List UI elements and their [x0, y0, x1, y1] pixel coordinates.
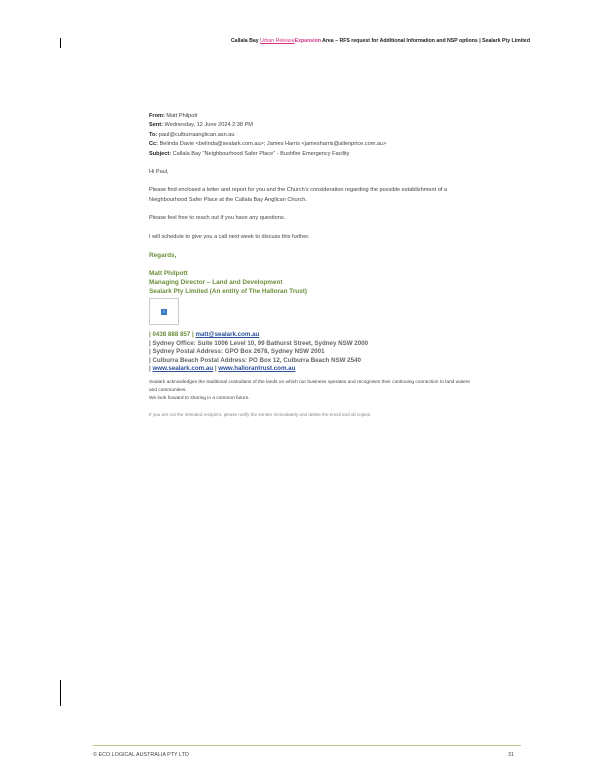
signature-title: Managing Director – Land and Development — [149, 279, 283, 287]
footer-company: © ECO LOGICAL AUSTRALIA PTY LTD — [93, 752, 189, 758]
postal-address: | Sydney Postal Address: GPO Box 2678, Sydney NSW 2001 — [149, 348, 325, 356]
halloran-link[interactable]: www.hallorantrust.com.au — [218, 365, 296, 373]
broken-image-icon: ? — [149, 298, 179, 325]
header-text: Callala Bay — [230, 38, 261, 44]
sent-line: Sent: Wednesday, 12 June 2024 2:38 PM — [149, 122, 253, 129]
from-line: From: Matt Philpott — [149, 113, 198, 119]
body-paragraph: I will schedule to give you a call next week to discuss this further. — [149, 233, 310, 240]
change-bar — [60, 680, 61, 706]
signature-company: Sealark Pty Limited (An entity of The Halloran Trust) — [149, 288, 308, 296]
contact-block: | 0438 888 857 | matt@sealark.com.au | Sydney Office: Suite 1006 Level 10, 99 Bathurst Street, Sydney NSW 2000 | Sydney Postal Address: GPO Box 2678, Sydney NSW 2001 | Culburra Beach Postal Address: PO Box 12, Culburra Beach NSW 2540 | www.sealark.com.au | www.hallorantrust.com.au — [149, 331, 479, 374]
header-inserted-text: Expansion — [294, 38, 321, 44]
footer-rule — [93, 745, 521, 746]
to-line: To: paul@culburraanglican.asn.au — [149, 131, 235, 138]
email-body — [149, 112, 479, 419]
email-link[interactable]: matt@sealark.com.au — [195, 331, 260, 339]
header-deleted-text: Urban Release — [260, 38, 295, 44]
sealark-link[interactable]: www.sealark.com.au — [152, 365, 214, 373]
greeting: Hi Paul, — [149, 169, 169, 176]
cc-line: Cc: Belinda Davie <belinda@sealark.com.au>; James Harris <jamesharris@allenprice.com.au> — [149, 141, 387, 148]
header-suffix: Area – RFS request for Additional Information and NSP options | Sealark Pty Limited — [320, 38, 530, 44]
culburra-address: | Culburra Beach Postal Address: PO Box 12, Culburra Beach NSW 2540 — [149, 356, 361, 364]
signature-name: Matt Philpott — [149, 270, 188, 278]
page-number: 31 — [508, 752, 514, 758]
regards: Regards, — [149, 252, 177, 260]
disclaimer: If you are not the intended recipient, please notify the sender immediately and delete the email and all copies. — [149, 412, 372, 418]
acknowledgement: Sealark acknowledges the traditional custodians of the lands on which our business operates and recognises their continuing connection to land waters and communities. We look forward to sharing in a common future. — [149, 380, 470, 402]
phone: | 0438 888 857 | — [149, 331, 196, 339]
body-paragraph: Please find enclosed a letter and report for you and the Church's consideration regarding the possible establishment of a Neighbourhood Safer Place at the Callala Bay Anglican Church. — [149, 187, 448, 203]
body-paragraph: Please feel free to reach out if you have any questions. — [149, 215, 286, 222]
subject-line: Subject: Callala Bay "Neighbourhood Safer Place" - Bushfire Emergency Facility — [149, 150, 350, 157]
office-address: | Sydney Office: Suite 1006 Level 10, 99 Bathurst Street, Sydney NSW 2000 — [149, 339, 369, 347]
change-bar — [60, 38, 61, 48]
running-header — [231, 38, 530, 44]
